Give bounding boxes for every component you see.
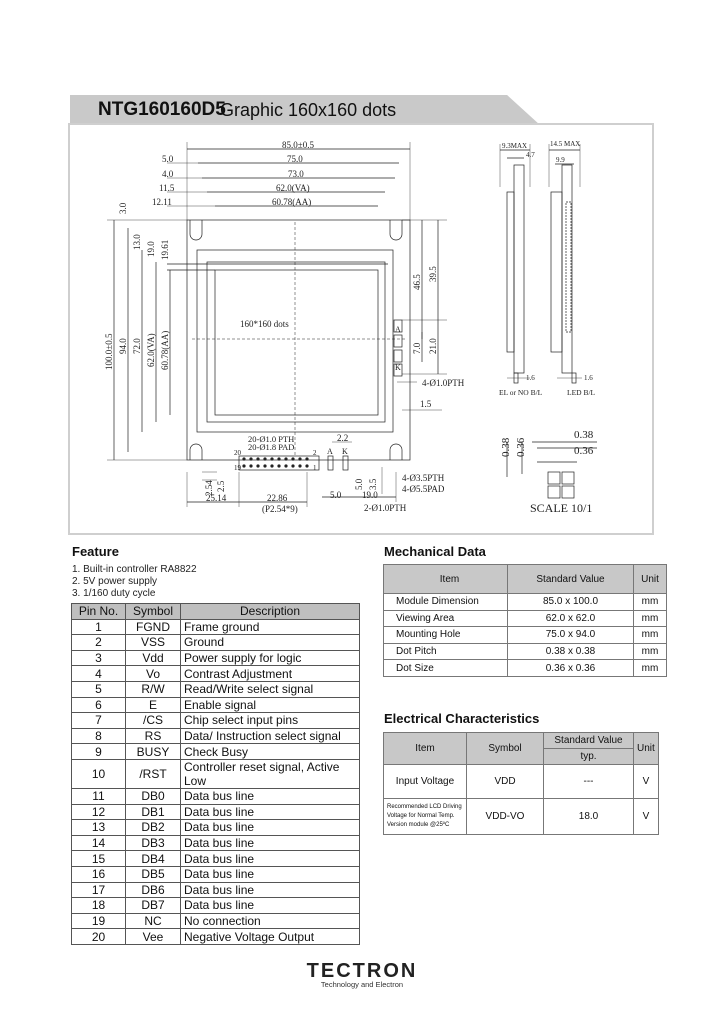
header-banner bbox=[70, 95, 540, 125]
dim-60-78aa-v: 60.78(AA) bbox=[160, 330, 170, 370]
elec-unit: V bbox=[634, 799, 659, 835]
table-row bbox=[384, 765, 659, 799]
mech-unit: mm bbox=[634, 594, 667, 611]
electrical-table-header bbox=[384, 733, 659, 749]
pin-symbol: DB0 bbox=[126, 788, 181, 804]
pin-no: 15 bbox=[72, 851, 126, 867]
label-a: A bbox=[327, 447, 333, 456]
pin-no: 4 bbox=[72, 666, 126, 682]
pin-description: Data bus line bbox=[181, 788, 360, 804]
mech-item: Mounting Hole bbox=[384, 627, 508, 644]
pin-symbol: DB3 bbox=[126, 835, 181, 851]
table-row bbox=[384, 610, 667, 627]
pin-no: 9 bbox=[72, 744, 126, 760]
side-4-7: 4.7 bbox=[526, 151, 535, 159]
mech-item: Dot Pitch bbox=[384, 643, 508, 660]
pin-description: Read/Write select signal bbox=[181, 681, 360, 697]
dim-11-5: 11.5 bbox=[159, 183, 175, 193]
header-unit: Unit bbox=[634, 733, 659, 765]
dim-62va: 62.0(VA) bbox=[276, 183, 310, 193]
technical-drawing bbox=[70, 125, 652, 533]
pixel-0-38-h: 0.38 bbox=[574, 429, 594, 441]
elec-item-line: Recommended LCD Driving bbox=[387, 804, 462, 810]
mechanical-table bbox=[383, 564, 667, 677]
header-typ: typ. bbox=[544, 749, 634, 765]
pin-symbol: DB5 bbox=[126, 866, 181, 882]
elec-symbol: VDD-VO bbox=[467, 799, 544, 835]
dim-22-86: 22.86 bbox=[267, 493, 288, 503]
pin-description: Data bus line bbox=[181, 804, 360, 820]
pin-symbol: /RST bbox=[126, 759, 181, 788]
pth35-label: 4-Ø3.5PTH bbox=[402, 473, 445, 483]
header-standard-value: Standard Value bbox=[508, 565, 634, 594]
pin-no: 19 bbox=[72, 913, 126, 929]
pin-no: 20 bbox=[72, 929, 126, 945]
elec-symbol: VDD bbox=[467, 765, 544, 799]
mech-value: 75.0 x 94.0 bbox=[508, 627, 634, 644]
pin-description: Controller reset signal, Active Low bbox=[181, 759, 360, 788]
table-row bbox=[72, 666, 360, 682]
dim-5-c: 5.0 bbox=[354, 478, 364, 490]
table-row bbox=[72, 713, 360, 729]
mechanical-table-header bbox=[384, 565, 667, 594]
pin-symbol: RS bbox=[126, 728, 181, 744]
dim-4: 4.0 bbox=[162, 169, 174, 179]
pin-no: 3 bbox=[72, 650, 126, 666]
table-row bbox=[72, 882, 360, 898]
dots-label: 160*160 dots bbox=[240, 319, 289, 329]
pin2-label: 2 bbox=[313, 449, 317, 457]
pin-description: Chip select input pins bbox=[181, 713, 360, 729]
mech-item: Viewing Area bbox=[384, 610, 508, 627]
mech-item: Module Dimension bbox=[384, 594, 508, 611]
pin-table-header bbox=[72, 604, 360, 620]
side-9-3max: 9.3MAX bbox=[502, 142, 528, 150]
table-row bbox=[72, 913, 360, 929]
dim-25-14: 25.14 bbox=[206, 493, 227, 503]
tectron-logo bbox=[300, 960, 424, 989]
pin-symbol: VSS bbox=[126, 635, 181, 651]
pin-no: 16 bbox=[72, 866, 126, 882]
table-row bbox=[72, 851, 360, 867]
scale-label: SCALE 10/1 bbox=[530, 501, 593, 515]
header-unit: Unit bbox=[634, 565, 667, 594]
pin-description: Data bus line bbox=[181, 835, 360, 851]
header-description: Description bbox=[181, 604, 360, 620]
pin1-label: 1 bbox=[313, 464, 317, 472]
header-standard-value: Standard Value bbox=[544, 733, 634, 749]
pin-no: 2 bbox=[72, 635, 126, 651]
pin-symbol: DB7 bbox=[126, 898, 181, 914]
pth20-label: 20-Ø1.0 PTH bbox=[248, 434, 295, 444]
pin19-label: 19 bbox=[234, 464, 241, 472]
feature-heading: Feature bbox=[72, 544, 119, 559]
pin-description: No connection bbox=[181, 913, 360, 929]
side-views bbox=[500, 144, 582, 383]
dim-2-54: 2.54 bbox=[204, 480, 214, 496]
pixel-0-38-v: 0.38 bbox=[500, 437, 512, 457]
mech-unit: mm bbox=[634, 660, 667, 677]
pin-symbol: Vee bbox=[126, 929, 181, 945]
pin-no: 8 bbox=[72, 728, 126, 744]
dim-19-b: 19.0 bbox=[362, 490, 378, 500]
label-k: K bbox=[342, 447, 348, 456]
side-1-6a: 1.6 bbox=[526, 374, 535, 382]
pin-no: 1 bbox=[72, 619, 126, 635]
table-row bbox=[72, 804, 360, 820]
product-title: Graphic 160x160 dots bbox=[220, 100, 397, 120]
elec-item bbox=[384, 799, 467, 835]
table-row bbox=[72, 697, 360, 713]
dim-7: 7.0 bbox=[412, 342, 422, 354]
dim-100: 100.0±0.5 bbox=[104, 333, 114, 370]
mech-unit: mm bbox=[634, 643, 667, 660]
table-row bbox=[72, 820, 360, 836]
pin-no: 5 bbox=[72, 681, 126, 697]
pixel-0-36-v: 0.36 bbox=[515, 437, 527, 457]
el-label: EL or NO B/L bbox=[499, 388, 543, 397]
viewing-area bbox=[207, 262, 385, 422]
pin-table bbox=[71, 603, 360, 945]
pin-symbol: DB1 bbox=[126, 804, 181, 820]
label-k-right: K bbox=[395, 363, 401, 372]
side-9-9: 9.9 bbox=[556, 156, 565, 164]
header-item: Item bbox=[384, 733, 467, 765]
pitch-label: (P2.54*9) bbox=[262, 504, 298, 514]
connector-pins bbox=[242, 457, 308, 467]
dim-60-78aa: 60.78(AA) bbox=[272, 197, 312, 207]
pin-symbol: /CS bbox=[126, 713, 181, 729]
table-row bbox=[384, 799, 659, 835]
mech-value: 0.36 x 0.36 bbox=[508, 660, 634, 677]
pin-no: 11 bbox=[72, 788, 126, 804]
pin-symbol: DB4 bbox=[126, 851, 181, 867]
active-area bbox=[215, 270, 378, 415]
pin-description: Data bus line bbox=[181, 851, 360, 867]
mech-value: 0.38 x 0.38 bbox=[508, 643, 634, 660]
module-outline bbox=[187, 220, 410, 460]
table-row bbox=[72, 744, 360, 760]
pin-symbol: R/W bbox=[126, 681, 181, 697]
table-row bbox=[384, 660, 667, 677]
electrical-table bbox=[383, 732, 659, 835]
pin-no: 17 bbox=[72, 882, 126, 898]
pin-no: 13 bbox=[72, 820, 126, 836]
drawing-frame bbox=[68, 123, 654, 535]
mech-item: Dot Size bbox=[384, 660, 508, 677]
model-number: NTG160160D5 bbox=[98, 99, 226, 120]
elec-unit: V bbox=[634, 765, 659, 799]
dim-2-2: 2.2 bbox=[337, 433, 349, 443]
pin-description: Contrast Adjustment bbox=[181, 666, 360, 682]
header-symbol: Symbol bbox=[467, 733, 544, 765]
elec-item-line: Version module @25ºC bbox=[387, 822, 450, 828]
dim-19-61: 19.61 bbox=[160, 239, 170, 260]
table-row bbox=[72, 619, 360, 635]
logo-tagline: Technology and Electron bbox=[320, 980, 404, 989]
pin-description: Ground bbox=[181, 635, 360, 651]
table-row bbox=[72, 728, 360, 744]
dim-46-5: 46.5 bbox=[412, 274, 422, 290]
pin-description: Data bus line bbox=[181, 882, 360, 898]
dim-1-5: 1.5 bbox=[420, 399, 432, 409]
dim-75: 75.0 bbox=[287, 154, 303, 164]
pin-symbol: DB2 bbox=[126, 820, 181, 836]
table-row bbox=[72, 898, 360, 914]
dim-39-5: 39.5 bbox=[428, 266, 438, 282]
table-row bbox=[72, 759, 360, 788]
pin-no: 6 bbox=[72, 697, 126, 713]
side-14-5max: 14.5 MAX bbox=[550, 140, 581, 148]
pad20-label: 20-Ø1.8 PAD bbox=[248, 442, 295, 452]
mech-unit: mm bbox=[634, 610, 667, 627]
led-label: LED B/L bbox=[567, 388, 596, 397]
dim-2-5: 2.5 bbox=[216, 480, 226, 492]
elec-typ: 18.0 bbox=[544, 799, 634, 835]
dim-3-5: 3.5 bbox=[368, 478, 378, 490]
side-1-6b: 1.6 bbox=[584, 374, 593, 382]
pin-description: Enable signal bbox=[181, 697, 360, 713]
pin-description: Power supply for logic bbox=[181, 650, 360, 666]
hole-label: 4-Ø1.0PTH bbox=[422, 378, 465, 388]
pin-symbol: DB6 bbox=[126, 882, 181, 898]
label-a-right: A bbox=[395, 325, 401, 334]
pin-description: Check Busy bbox=[181, 744, 360, 760]
pin-description: Data bus line bbox=[181, 820, 360, 836]
dim-72: 72.0 bbox=[132, 338, 142, 354]
dim-5: 5.0 bbox=[162, 154, 174, 164]
pin-symbol: NC bbox=[126, 913, 181, 929]
pin-description: Negative Voltage Output bbox=[181, 929, 360, 945]
dim-5-b: 5.0 bbox=[330, 490, 342, 500]
pin-no: 14 bbox=[72, 835, 126, 851]
pin-description: Data bus line bbox=[181, 866, 360, 882]
dim-12-11: 12.11 bbox=[152, 197, 172, 207]
dim-94: 94.0 bbox=[118, 338, 128, 354]
pin-symbol: BUSY bbox=[126, 744, 181, 760]
table-row bbox=[72, 681, 360, 697]
header-item: Item bbox=[384, 565, 508, 594]
pin-symbol: E bbox=[126, 697, 181, 713]
pin-no: 12 bbox=[72, 804, 126, 820]
logo-wordmark: TECTRON bbox=[306, 960, 418, 982]
table-row bbox=[72, 788, 360, 804]
pin-symbol: Vo bbox=[126, 666, 181, 682]
dim-width-85: 85.0±0.5 bbox=[282, 140, 314, 150]
elec-item: Input Voltage bbox=[384, 765, 467, 799]
feature-list bbox=[72, 564, 197, 600]
pin-no: 10 bbox=[72, 759, 126, 788]
mech-value: 62.0 x 62.0 bbox=[508, 610, 634, 627]
pin-symbol: FGND bbox=[126, 619, 181, 635]
table-row bbox=[72, 650, 360, 666]
pin-description: Frame ground bbox=[181, 619, 360, 635]
pin-description: Data/ Instruction select signal bbox=[181, 728, 360, 744]
pin20-label: 20 bbox=[234, 449, 241, 457]
pin-no: 18 bbox=[72, 898, 126, 914]
mech-unit: mm bbox=[634, 627, 667, 644]
elec-typ: --- bbox=[544, 765, 634, 799]
table-row bbox=[384, 627, 667, 644]
table-row bbox=[72, 635, 360, 651]
pin-symbol: Vdd bbox=[126, 650, 181, 666]
dim-73: 73.0 bbox=[288, 169, 304, 179]
table-row bbox=[384, 594, 667, 611]
pin-description: Data bus line bbox=[181, 898, 360, 914]
header-pin-no: Pin No. bbox=[72, 604, 126, 620]
electrical-heading: Electrical Characteristics bbox=[384, 711, 540, 726]
elec-item-line: Voltage for Normal Temp. bbox=[387, 813, 455, 819]
pin-no: 7 bbox=[72, 713, 126, 729]
table-row bbox=[384, 643, 667, 660]
dim-3: 3.0 bbox=[118, 202, 128, 214]
table-row bbox=[72, 866, 360, 882]
feature-item: 3. 1/160 duty cycle bbox=[72, 588, 156, 599]
table-row bbox=[72, 835, 360, 851]
feature-item: 1. Built-in controller RA8822 bbox=[72, 564, 197, 575]
dim-62va-v: 62.0(VA) bbox=[146, 333, 156, 367]
pad55-label: 4-Ø5.5PAD bbox=[402, 484, 445, 494]
dim-19: 19.0 bbox=[146, 241, 156, 257]
dim-21: 21.0 bbox=[428, 338, 438, 354]
feature-item: 2. 5V power supply bbox=[72, 576, 158, 587]
pixel-0-36-h: 0.36 bbox=[574, 445, 594, 457]
mech-value: 85.0 x 100.0 bbox=[508, 594, 634, 611]
mechanical-heading: Mechanical Data bbox=[384, 544, 486, 559]
table-row bbox=[72, 929, 360, 945]
pth2-label: 2-Ø1.0PTH bbox=[364, 503, 407, 513]
header-symbol: Symbol bbox=[126, 604, 181, 620]
dim-13: 13.0 bbox=[132, 234, 142, 250]
